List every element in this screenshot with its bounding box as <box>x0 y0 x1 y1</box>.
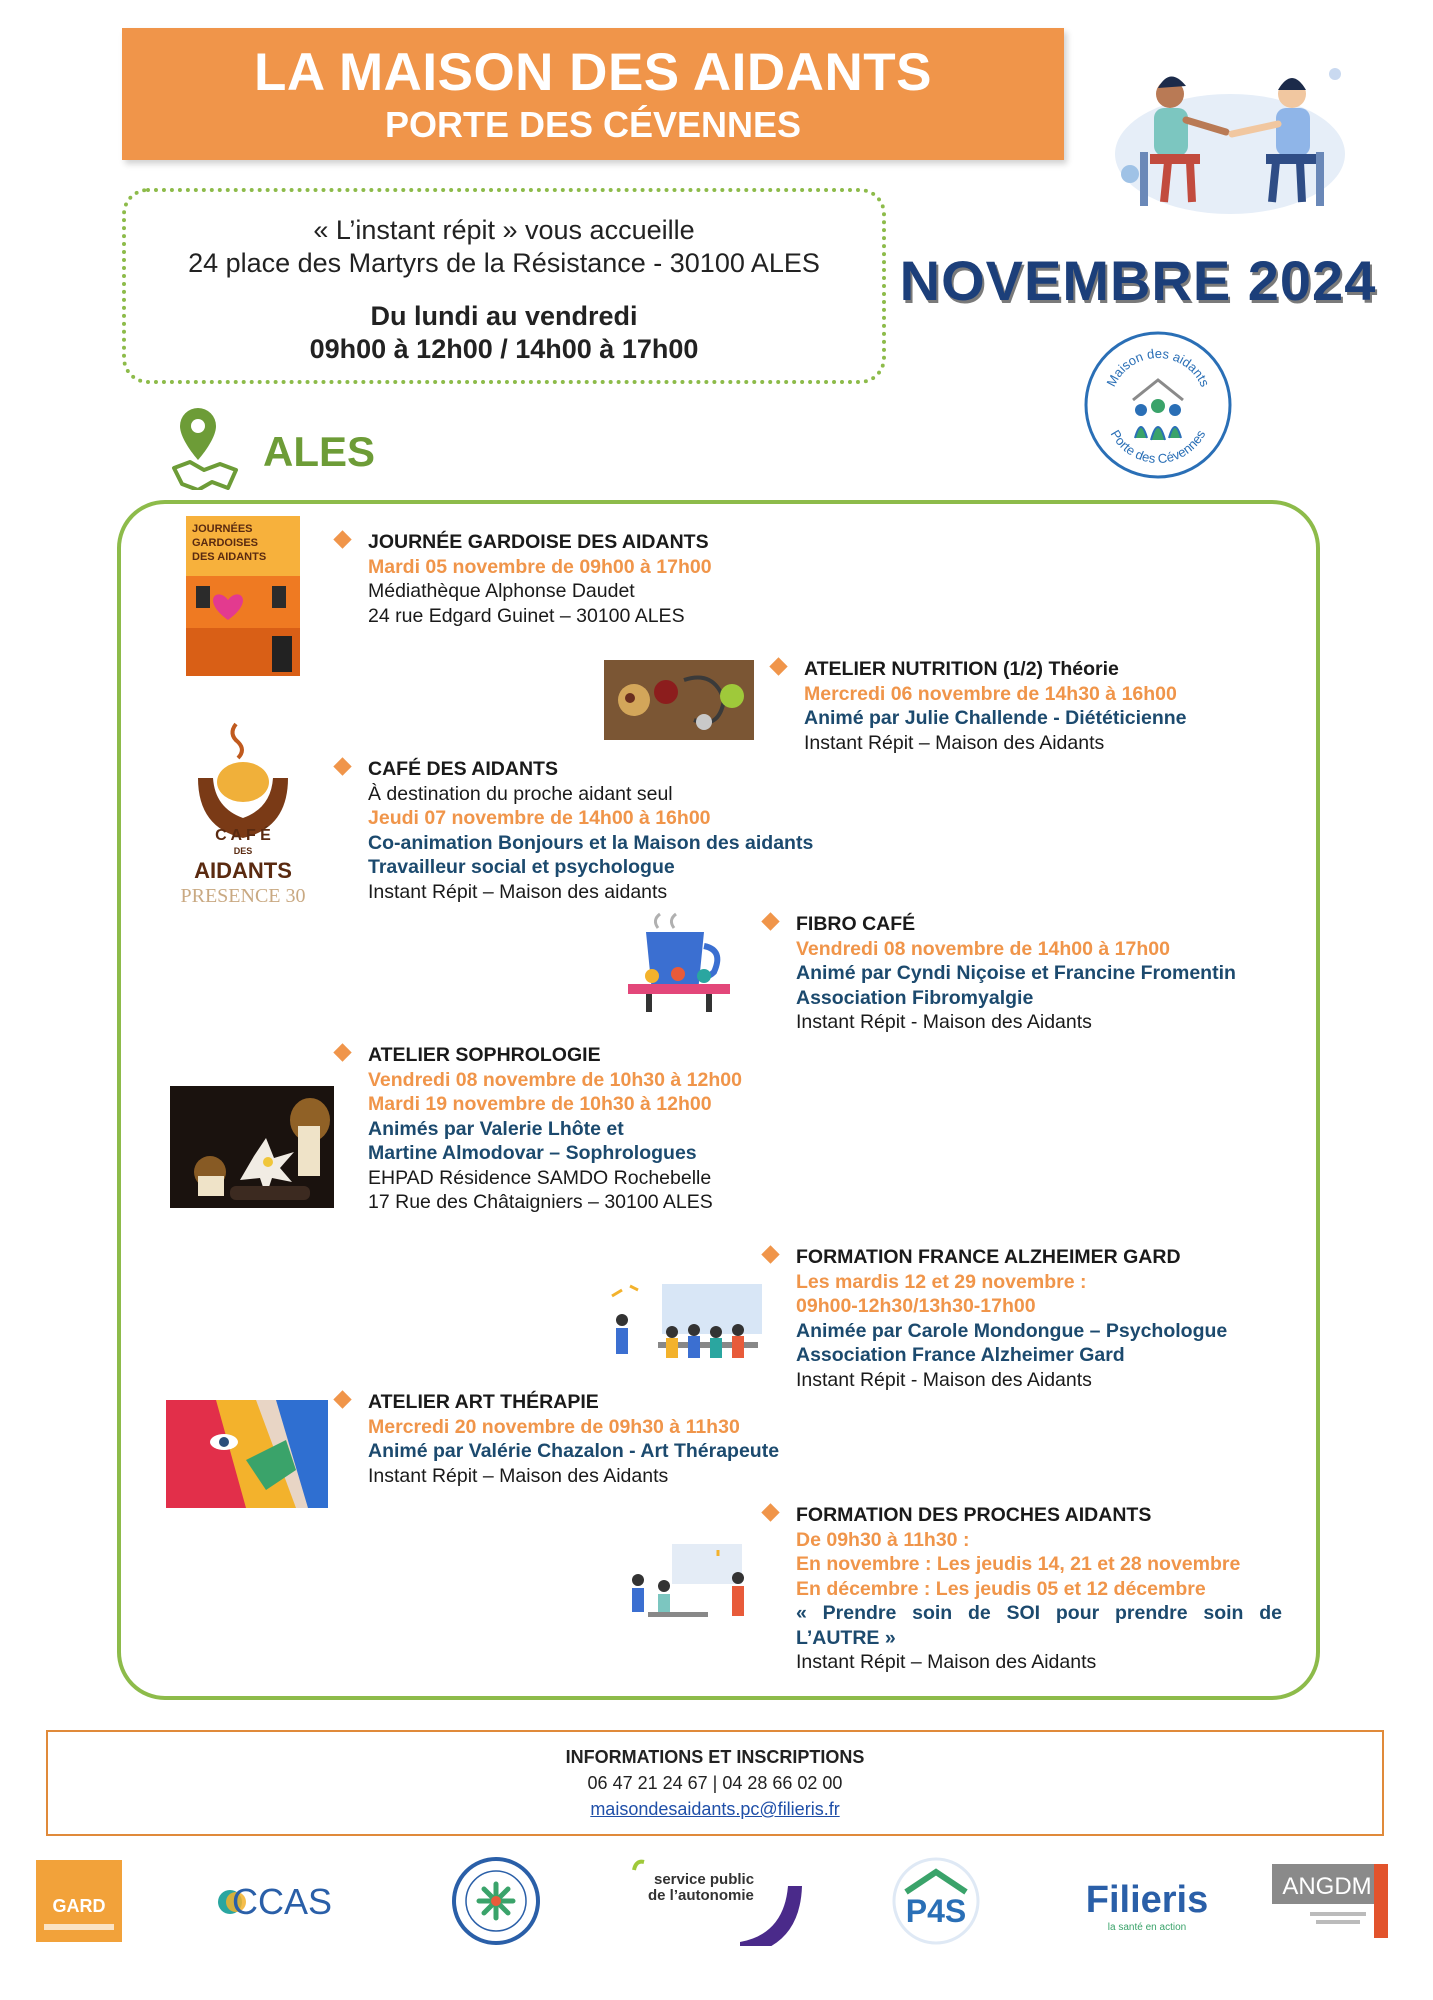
partner-logo-filieris <box>1072 1856 1222 1946</box>
partner-logo-p4s <box>886 1856 986 1946</box>
svg-text:DES: DES <box>233 846 253 856</box>
contact-phones: 06 47 21 24 67 | 04 28 66 02 00 <box>587 1773 843 1793</box>
opening-hours: 09h00 à 12h00 / 14h00 à 17h00 <box>309 334 699 364</box>
caregivers-handshake-illustration <box>1110 44 1350 214</box>
svg-text:CCAS: CCAS <box>231 1881 333 1922</box>
svg-text:ANGDM: ANGDM <box>1282 1873 1372 1900</box>
svg-text:Porte des Cévennes: Porte des Cévennes <box>1107 427 1209 467</box>
event-atelier-nutrition: ATELIER NUTRITION (1/2) Théorie Mercredi 06 novembre de 14h30 à 16h00 Animé par Julie Challende - Diététicienne Instant Répit – Maison des Aidants <box>804 657 1187 755</box>
svg-text:la santé en action: la santé en action <box>1107 1922 1187 1933</box>
svg-text:JOURNÉES: JOURNÉES <box>192 523 253 535</box>
city-title: ALES <box>263 428 376 475</box>
partner-logo-ccas <box>216 1856 346 1946</box>
fibro-cafe-illustration <box>628 912 730 1016</box>
location-pin-icon <box>170 406 240 490</box>
journee-gardoise-poster <box>186 516 300 676</box>
nutrition-photo <box>604 660 754 740</box>
welcome-info-box <box>122 188 886 384</box>
title-banner <box>122 28 1064 160</box>
svg-text:PRESENCE 30: PRESENCE 30 <box>180 885 306 907</box>
event-atelier-art-therapie: ATELIER ART THÉRAPIE Mercredi 20 novembre de 09h30 à 11h30 Animé par Valérie Chazalon - Art Thérapeute Instant Répit – Maison des Aidants <box>368 1390 779 1488</box>
event-formation-france-alzheimer: FORMATION FRANCE ALZHEIMER GARD Les mardis 12 et 29 novembre : 09h00-12h30/13h30-17h00 Animée par Carole Mondongue – Psychologue Association France Alzheimer Gard Instant Répit - Maison des Aidants <box>796 1245 1227 1392</box>
svg-text:GARDOISES: GARDOISES <box>192 537 259 549</box>
caregivers-training-illustration <box>618 1540 768 1624</box>
event-atelier-sophrologie: ATELIER SOPHROLOGIE Vendredi 08 novembre de 10h30 à 12h00 Mardi 19 novembre de 10h30 à 12h00 Animés par Valerie Lhôte et Martine Almodovar – Sophrologues EHPAD Résidence SAMDO Rochebelle 17 Rue des Châtaigniers – 30100 ALES <box>368 1043 742 1215</box>
svg-text:P4S: P4S <box>905 1893 967 1929</box>
cafe-des-aidants-logo <box>178 718 308 914</box>
event-fibro-cafe: FIBRO CAFÉ Vendredi 08 novembre de 14h00 à 17h00 Animé par Cyndi Niçoise et Francine Fromentin Association Fibromyalgie Instant Répit - Maison des Aidants <box>796 912 1236 1035</box>
svg-text:Filieris: Filieris <box>1085 1879 1209 1921</box>
contact-box <box>46 1730 1384 1836</box>
partner-logo-round-seal <box>446 1856 546 1946</box>
svg-text:GARD: GARD <box>52 1896 106 1916</box>
month-title: NOVEMBRE 2024 <box>899 249 1377 312</box>
welcome-address: 24 place des Martyrs de la Résistance - 30100 ALES <box>188 248 820 278</box>
svg-text:C A F É: C A F É <box>215 827 271 844</box>
contact-title: INFORMATIONS ET INSCRIPTIONS <box>565 1747 865 1767</box>
event-journee-gardoise: JOURNÉE GARDOISE DES AIDANTS Mardi 05 novembre de 09h00 à 17h00 Médiathèque Alphonse Daudet 24 rue Edgard Guinet – 30100 ALES <box>368 530 712 628</box>
svg-text:DES AIDANTS: DES AIDANTS <box>192 551 267 563</box>
welcome-line: « L’instant répit » vous accueille <box>313 215 695 245</box>
art-therapy-painted-face-photo <box>166 1400 328 1508</box>
maison-des-aidants-logo <box>1083 330 1233 480</box>
opening-days: Du lundi au vendredi <box>370 301 638 331</box>
event-formation-proches-aidants: FORMATION DES PROCHES AIDANTS De 09h30 à 11h30 : En novembre : Les jeudis 14, 21 et 28 novembre En décembre : Les jeudis 05 et 12 décembre « Prendre soin de SOI pour prendre soin de L’AUTRE » Instant Répit – Maison des Aidants <box>796 1503 1282 1675</box>
event-cafe-des-aidants: CAFÉ DES AIDANTS À destination du proche aidant seul Jeudi 07 novembre de 14h00 à 16h00 Co-animation Bonjours et la Maison des aidants Travailleur social et psychologue Instant Répit – Maison des aidants <box>368 757 813 904</box>
sophrology-candles-photo <box>170 1086 334 1208</box>
partner-logo-angdm <box>1270 1856 1396 1946</box>
svg-text:de l’autonomie: de l’autonomie <box>648 1887 754 1904</box>
page-title: LA MAISON DES AIDANTS <box>254 43 932 102</box>
training-meeting-illustration <box>602 1276 772 1368</box>
partner-logo-gard <box>36 1856 122 1946</box>
svg-text:Maison des aidants: Maison des aidants <box>1103 345 1213 390</box>
page-subtitle: PORTE DES CÉVENNES <box>384 104 802 145</box>
partner-logo-service-public-autonomie <box>630 1856 806 1946</box>
svg-text:AIDANTS: AIDANTS <box>194 858 292 883</box>
contact-email-link[interactable]: maisondesaidants.pc@filieris.fr <box>590 1799 840 1819</box>
svg-text:service public: service public <box>654 1871 755 1888</box>
